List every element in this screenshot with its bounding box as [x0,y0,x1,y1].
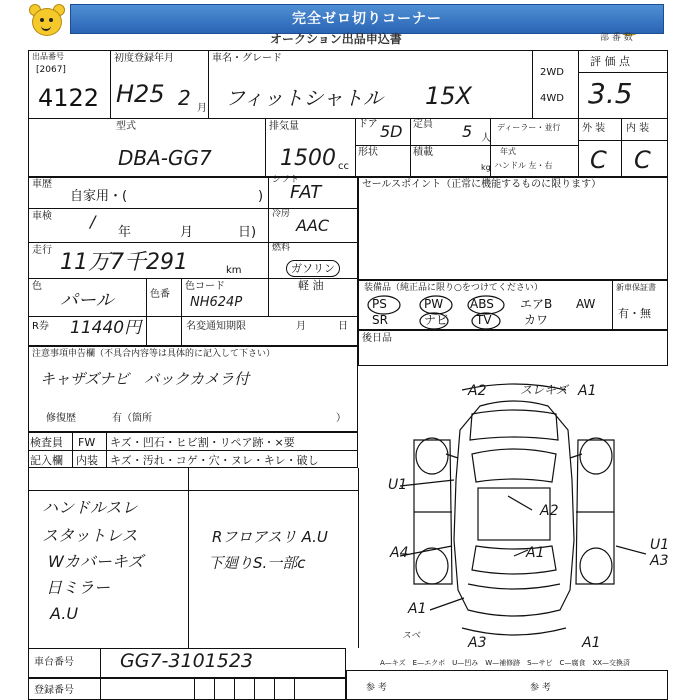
color-code-value: NH624P [190,295,243,310]
remark-right-1: Rフロアスリ A.U [212,528,328,546]
damage-legend: A—キズ E—エクボ U—凹み W—補修跡 S—サビ C—腐食 XX—交換済 [380,659,631,667]
mark-suve: スベ [402,631,421,641]
lot-code: [2067] [36,65,66,75]
chassis-label: 車台番号 [34,657,74,668]
equipment-aw: AW [576,297,596,311]
repair-label: 修復歴 [46,413,76,424]
vehicle-type-close: ) [258,189,264,204]
registration-month-unit: 月 [197,103,207,114]
equipment-pw: PW [424,297,444,311]
doors-label: ドア [358,119,378,130]
fuel-label: 燃料 [272,243,291,253]
reg-number-label: 登録番号 [34,685,74,696]
equipment-sr: SR [372,313,388,327]
exterior-label: 外 装 [582,123,606,134]
vehicle-type-value: 自家用・( [70,189,128,204]
reference-label-2: 参 考 [530,683,551,693]
mileage-unit: km [226,265,242,276]
entry-label: 記入欄 [30,454,63,467]
model-name-label: 車名・グレード [212,53,282,64]
interior-label: 内 装 [626,123,650,134]
mark-u1-left: U1 [388,477,408,493]
header-right: 部 番 数 [600,33,633,43]
warranty-value: 有・無 [618,307,651,320]
model-grade-value: 15X [425,82,472,110]
remark-left-4: 日ミラー [46,578,111,597]
remark-left-5: A.U [50,604,79,623]
exterior-value: C [590,146,607,174]
equipment-circles [358,280,668,330]
mark-a2-roof: A2 [540,503,559,519]
remark-left-3: Wカバーキズ [48,552,144,571]
handle-label: ハンドル 左・右 [494,161,553,170]
model-code-label: 型式 [116,121,136,132]
recycle-value: 11440円 [70,318,142,338]
vehicle-type-label: 車歴 [32,179,52,190]
color-code-label: 色コード [185,281,225,292]
mileage-label: 走行 [32,245,52,256]
mark-a1-bottom-left: A1 [408,601,427,617]
score-label: 評 価 点 [590,55,630,68]
after-day-label: 後日品 [362,333,392,344]
mark-a1-rear: A1 [526,545,545,561]
doors-value: 5D [380,122,403,141]
mark-a3-right: A3 [650,553,669,569]
remark-left-1: ハンドルスレ [42,498,138,517]
mark-a1-top: A1 [578,383,597,399]
model-year-label: 年式 [500,147,516,156]
equipment-ps: PS [372,297,387,311]
loading-unit: kg [481,163,491,172]
displacement-unit: cc [338,161,349,172]
registration-label: 初度登録年月 [114,53,174,64]
header-partial: オークション出品申込書 [270,32,402,46]
name-change-label: 名変通知期限 [186,321,246,332]
lot-number: 4122 [38,84,100,112]
inspection-month-unit: 月 [180,225,194,240]
reference-label: 参 考 [366,683,387,693]
equipment-abs: ABS [470,297,494,311]
capacity-value: 5 [462,122,473,141]
chassis-value: GG7-3101523 [120,650,254,672]
loading-label: 積載 [413,147,433,158]
shift-value: FAT [290,182,322,203]
warranty-label: 新車保証書 [616,283,656,292]
aircon-value: AAC [296,216,330,235]
mark-scratch-top: スレキズ [520,383,568,397]
entry-interior: 内装 [76,454,98,467]
inspection-label: 車検 [32,211,52,222]
mark-a3-bottom: A3 [468,635,487,651]
color-label: 色 [32,281,42,292]
name-change-month: 月 [296,321,306,332]
capacity-label: 定員 [413,119,433,130]
inspection-day-unit: 日) [238,225,257,240]
inspection-year-unit: 年 [118,225,132,240]
equipment-tv: TV [476,313,492,327]
model-name-value: フィットシャトル [225,86,383,110]
shift-label: シフト [272,175,300,185]
mark-a4-left: A4 [390,545,409,561]
remark-right-2: 下廻りS.一部c [208,554,306,572]
registration-year: H25 [116,80,165,108]
equipment-leather: カワ [524,313,549,327]
name-change-day: 日 [338,321,348,332]
model-code-value: DBA-GG7 [118,146,212,170]
equipment-navi: ナビ [424,313,449,327]
repair-value: 有（箇所 [112,413,152,424]
sales-point-frame [358,176,668,280]
reference-frame [346,670,668,700]
score-value: 3.5 [588,77,633,110]
drive-option-2wd: 2WD [540,67,564,78]
dealer-label: ディーラー・並行 [497,123,561,132]
mascot-left-icon [26,2,66,38]
shape-label: 形状 [358,147,378,158]
remark-left-2: スタットレス [42,526,138,545]
notes-text: キャザズナビ バックカメラ付 [40,370,250,388]
equipment-label: 装備品（純正品に限り○をつけてください） [364,283,543,293]
mileage-value: 11万7千291 [60,250,188,275]
reg-number-frame [28,678,346,700]
after-day-frame [358,330,668,366]
aircon-label: 冷房 [272,209,291,219]
mark-a2-top: A2 [468,383,487,399]
inspector-legend: キズ・凹石・ヒビ割・リペア跡・×要 [110,436,295,449]
lot-label: 出品番号 [32,52,64,61]
sales-point-label: セールスポイント（正常に機能するものに限ります） [362,179,602,190]
capacity-unit: 人 [481,133,491,144]
displacement-label: 排気量 [269,121,299,132]
mark-a1-bottom: A1 [582,635,601,651]
recycle-label: R券 [32,321,49,332]
car-damage-diagram [360,370,668,652]
displacement-value: 1500 [280,146,336,171]
entry-legend: キズ・汚れ・コゲ・穴・ヌレ・キレ・破し [110,454,319,467]
drive-option-4wd: 4WD [540,93,564,104]
registration-month: 2 [178,86,191,110]
color-num-label: 色番 [150,289,170,300]
mark-u1-right: U1 [650,537,670,553]
fuel-alt: 軽 油 [298,279,324,292]
interior-value: C [634,146,651,174]
inspector-label: 検査員 [30,436,63,449]
fuel-value: ガソリン [286,260,340,277]
repair-close: ） [336,413,346,424]
banner-title: 完全ゼロ切りコーナー [70,4,664,34]
auction-sheet: 完全ゼロ切りコーナー オークション出品申込書 部 番 数 出品番号 [2067] 4122 初度登録年月 H25 2 月 車名・グレード フィットシャトル 15X 2WD 4WD 評 価 点 3.5 型式 DBA-GG7 排気量 1500 cc ドア 5D 定員 5 人 ディーラー・並行 形状 積載 kg 年式 ハンドル 左・右 外 装 内 装 C C 車歴 自家用・( ) シフト FAT 車検 / 年 月 日) 冷房 AAC 走行 11万7千291 km 燃料 ガソリン 軽 油 色 パール 色番 色コード NH624P R券 11440円 名変通知期限 月 日 セールスポイント（正常に機能するものに限ります） 装備品（純正品に限り○をつけてください） 新車保証書 有・無 PS PW ABS エアB AW SR ナビ TV カワ 後日品 注意事項申告欄（不具合内容等は具体的に記入して下さい） キャザズナビ バックカメラ付 修復歴 有（箇所 ） 検査員 FW キズ・凹石・ヒビ割・リペア跡・×要 記入欄 内装 キズ・汚れ・コゲ・穴・ヌレ・キレ・破し ハンドルスレ スタットレス Wカバーキズ 日ミラー A.U Rフロアスリ A.U 下廻りS.一部c A2 スレキズ A1 U1 A2 A4 A1 U1 A3 A1 スベ A3 A1 車台番号 GG7-3101523 登録番号 A—キズ E—エクボ U—凹み W—補修跡 S—サビ C—腐食 XX—交換済 参 考 参 考 [0,0,700,700]
color-value: パール [60,290,114,311]
equipment-airbag: エアB [520,297,553,311]
inspector-fw: FW [78,436,96,449]
notes-label: 注意事項申告欄（不具合内容等は具体的に記入して下さい） [32,349,276,359]
